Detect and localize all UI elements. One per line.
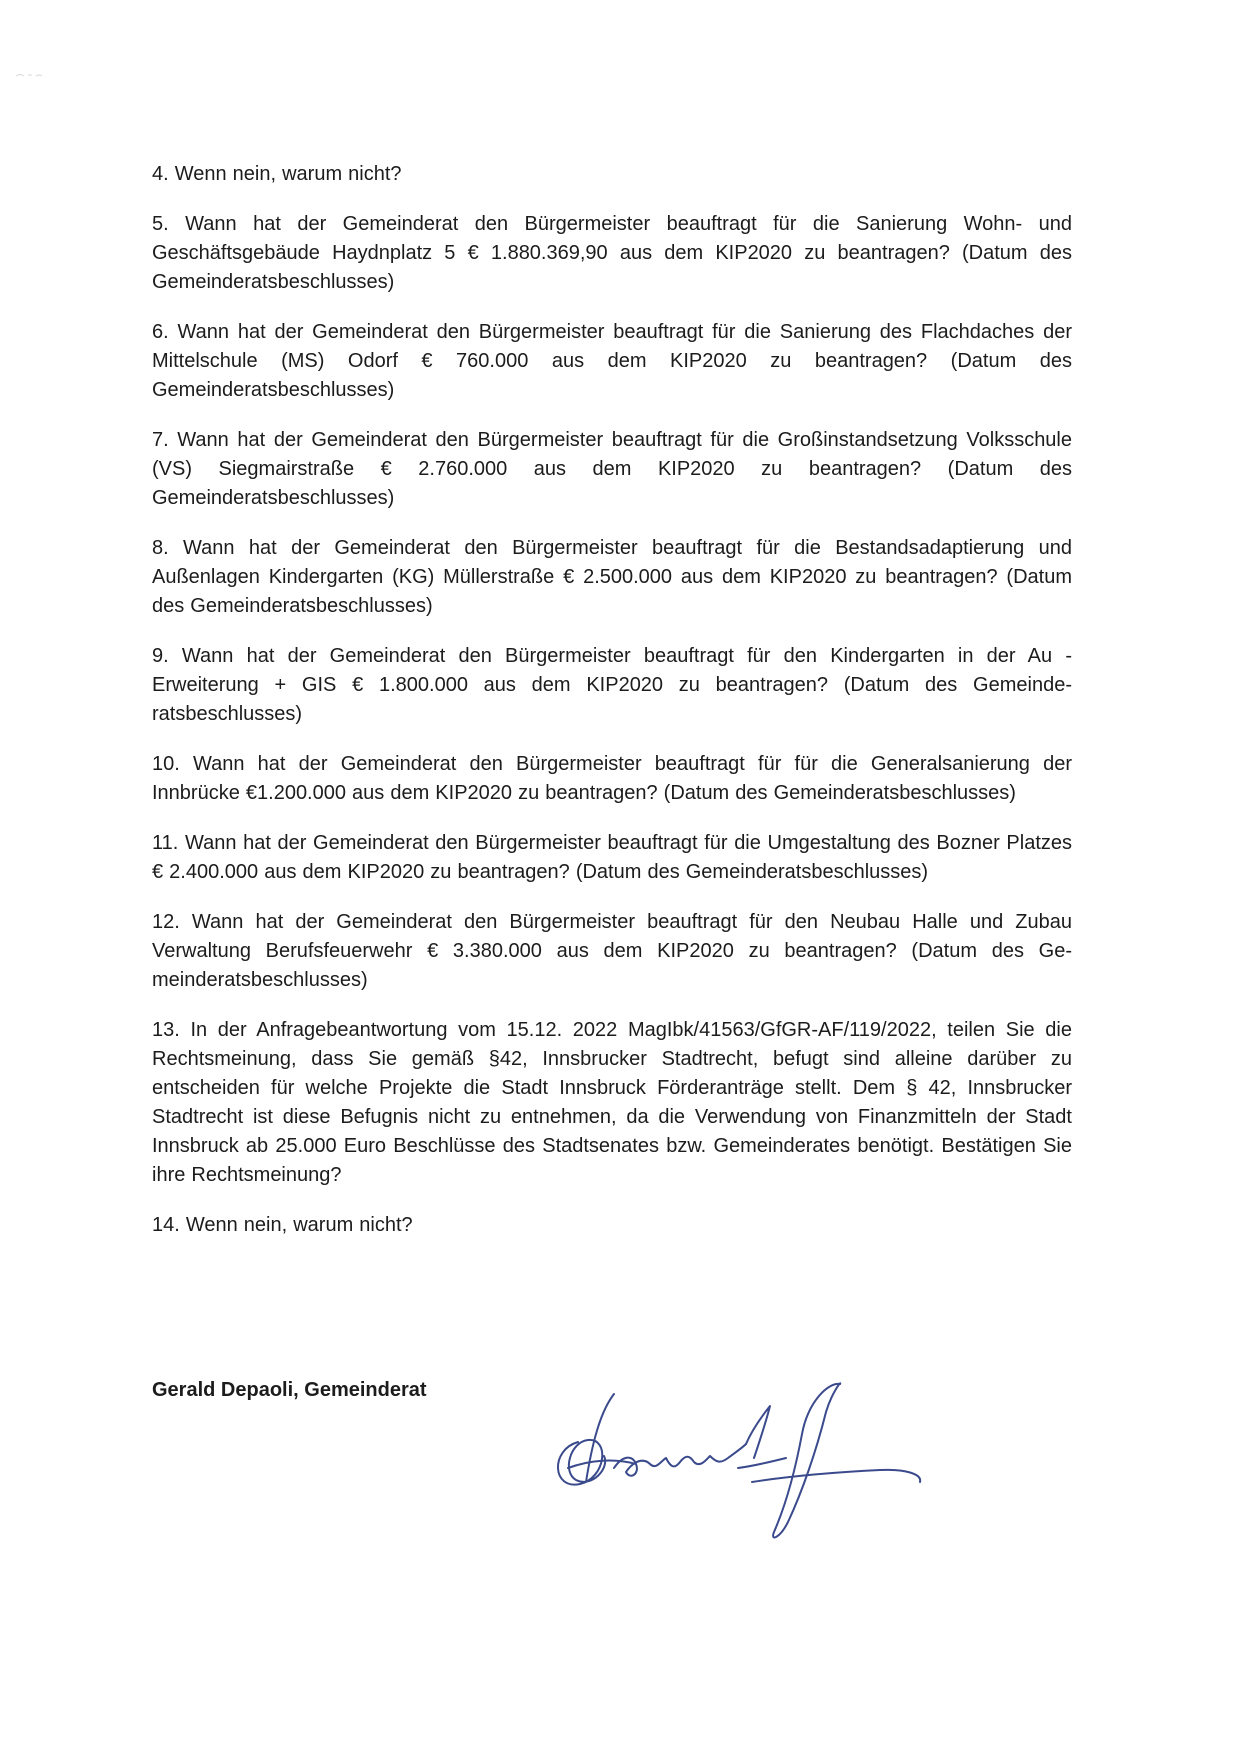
question-13: 13. In der Anfragebeantwortung vom 15.12. 2022 MagIbk/41563/GfGR-AF/119/2022, teilen Sie die Rechtsmeinung, dass Sie gemäß §42, Innsbrucker Stadtrecht, befugt sind alleine darüber zu entscheiden für welche Projekte die Stadt Innsbruck Förderanträge stellt. Dem § 42, Innsbrucker Stadtrecht ist diese Befugnis nicht zu entnehmen, da die Verwendung von Finanzmitteln der Stadt Innsbruck ab 25.000 Euro Beschlüsse des Stadtsenates bzw. Gemeinderates benötigt. Bestätigen Sie ihre Rechtsmeinung? <box>152 1019 1072 1186</box>
question-8: 8. Wann hat der Gemeinderat den Bürgermeister beauftragt für die Bestandsadaptierung und Außenlagen Kindergarten (KG) Müllerstraße € 2.500.000 aus dem KIP2020 zu beantragen? (Datum des Gemeinderatsbeschlusses) <box>152 537 1072 617</box>
questions-list <box>152 160 1072 1261</box>
question-7: 7. Wann hat der Gemeinderat den Bürgermeister beauftragt für die Großinstandsetzung Volksschule (VS) Siegmairstraße € 2.760.000 aus dem KIP2020 zu beantragen? (Datum des Gemeinderatsbeschlusses) <box>152 429 1072 509</box>
question-5: 5. Wann hat der Gemeinderat den Bürgermeister beauftragt für die Sanierung Wohn- und Geschäftsgebäude Haydnplatz 5 € 1.880.369,90 aus dem KIP2020 zu beantragen? (Datum des Gemeinderatsbeschlusses) <box>152 213 1072 293</box>
question-4: 4. Wenn nein, warum nicht? <box>152 163 402 185</box>
handwritten-signature <box>540 1372 940 1557</box>
question-14: 14. Wenn nein, warum nicht? <box>152 1214 413 1236</box>
scan-artifact <box>14 70 54 80</box>
question-12: 12. Wann hat der Gemeinderat den Bürgermeister beauftragt für den Neubau Halle und Zubau Verwaltung Berufsfeuerwehr € 3.380.000 aus dem KIP2020 zu beantragen? (Datum des Ge-meinderatsbeschlusses) <box>152 911 1072 991</box>
question-9: 9. Wann hat der Gemeinderat den Bürgermeister beauftragt für den Kindergarten in der Au - Erweiterung + GIS € 1.800.000 aus dem KIP2020 zu beantragen? (Datum des Gemeinderatsbeschlusses) <box>152 645 1072 725</box>
question-10: 10. Wann hat der Gemeinderat den Bürgermeister beauftragt für für die Generalsanierung der Innbrücke €1.200.000 aus dem KIP2020 zu beantragen? (Datum des Gemeinderatsbeschlusses) <box>152 753 1072 804</box>
question-6: 6. Wann hat der Gemeinderat den Bürgermeister beauftragt für die Sanierung des Flachdaches der Mittelschule (MS) Odorf € 760.000 aus dem KIP2020 zu beantragen? (Datum des Gemeinderatsbeschlusses) <box>152 321 1072 401</box>
question-11: 11. Wann hat der Gemeinderat den Bürgermeister beauftragt für die Umgestaltung des Bozner Platzes € 2.400.000 aus dem KIP2020 zu beantragen? (Datum des Gemeinderatsbeschlusses) <box>152 832 1072 883</box>
signoff-name: Gerald Depaoli, Gemeinderat <box>152 1379 427 1401</box>
